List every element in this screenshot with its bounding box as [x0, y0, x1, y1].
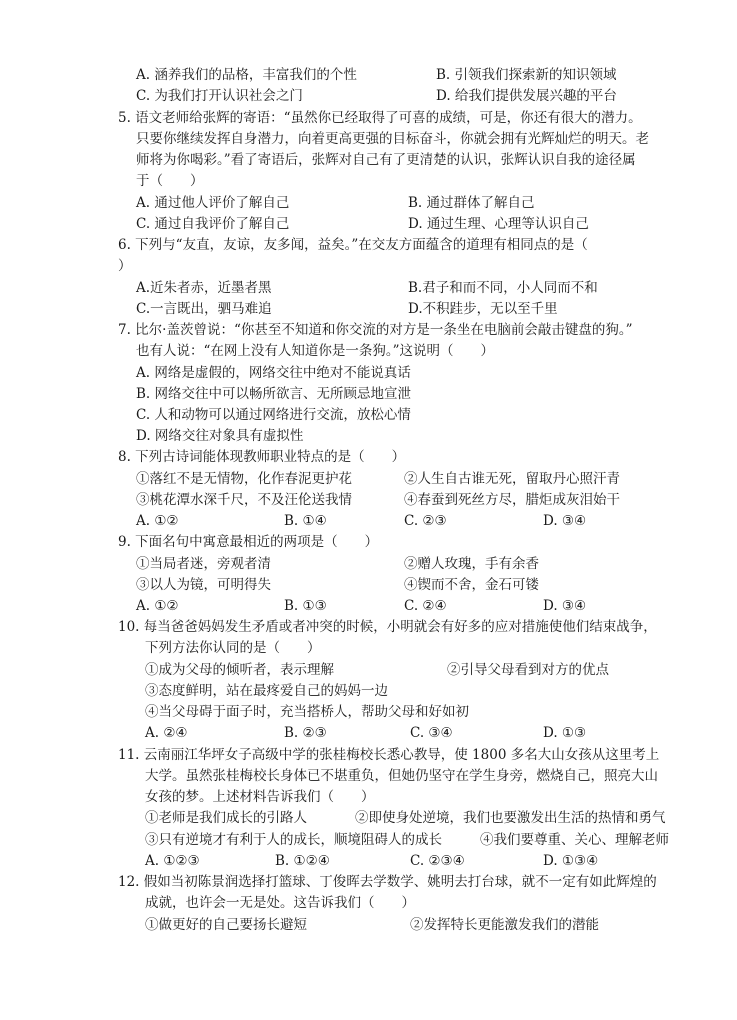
- text-segment: A. 涵养我们的品格，丰富我们的个性: [136, 67, 357, 83]
- text-line: [0, 171, 737, 192]
- text-line: [0, 320, 737, 341]
- text-segment: ③态度鲜明，站在最疼爱自己的妈妈一边: [145, 683, 388, 699]
- text-segment: 成就，也许会一无是处。这告诉我们（ ）: [145, 895, 415, 911]
- text-segment: 11. 云南丽江华坪女子高级中学的张桂梅校长悉心教导，使 1800 多名大山女孩从这里考上: [118, 747, 660, 763]
- text-segment: 下列方法你认同的是（ ）: [145, 640, 321, 656]
- text-line: [0, 554, 737, 575]
- text-segment: ③以人为镜，可明得失: [136, 577, 271, 593]
- text-segment: 8. 下列古诗词能体现教师职业特点的是（ ）: [118, 449, 406, 465]
- text-segment: D. 给我们提供发展兴趣的平台: [436, 88, 617, 104]
- text-segment: 5. 语文老师给张辉的寄语：“虽然你已经取得了可喜的成绩，可是，你还有很大的潜力。: [118, 110, 642, 126]
- text-line: [0, 617, 737, 638]
- text-line: [0, 830, 737, 851]
- text-segment: A.近朱者赤，近墨者黑: [136, 280, 272, 296]
- text-segment: A. ①②: [136, 513, 179, 529]
- text-segment: ③只有逆境才有利于人的成长，顺境阻碍人的成长: [145, 832, 442, 848]
- text-line: [0, 660, 737, 681]
- text-segment: 于（ ）: [136, 173, 204, 189]
- text-segment: B. 网络交往中可以畅所欲言、无所顾忌地宣泄: [136, 386, 412, 402]
- text-line: [0, 363, 737, 384]
- text-line: [0, 193, 737, 214]
- text-segment: D. ③④: [543, 513, 587, 529]
- text-line: [0, 575, 737, 596]
- text-segment: ④春蚕到死丝方尽，腊炬成灰泪始干: [404, 492, 620, 508]
- text-line: [0, 129, 737, 150]
- text-line: [0, 872, 737, 893]
- text-line: [0, 299, 737, 320]
- text-segment: ①当局者迷，旁观者清: [136, 556, 271, 572]
- text-segment: D. ③④: [543, 598, 587, 614]
- text-segment: ②赠人玫瑰，手有余香: [404, 556, 539, 572]
- text-segment: ①做更好的自己要扬长避短: [145, 917, 307, 933]
- text-segment: B. ①②④: [275, 853, 330, 869]
- text-line: [0, 426, 737, 447]
- text-line: [0, 851, 737, 872]
- text-segment: D. 通过生理、心理等认识自己: [408, 216, 589, 232]
- text-line: [0, 808, 737, 829]
- text-segment: ）: [118, 258, 132, 274]
- text-line: [0, 915, 737, 936]
- text-line: [0, 150, 737, 171]
- text-segment: C. 通过自我评价了解自己: [136, 216, 290, 232]
- text-line: [0, 108, 737, 129]
- text-segment: 6. 下列与“友直，友谅，友多闻，益矣。”在交友方面蕴含的道理有相同点的是（: [118, 237, 588, 253]
- text-line: [0, 681, 737, 702]
- text-segment: 女孩的梦。上述材料告诉我们（ ）: [145, 789, 375, 805]
- text-line: [0, 469, 737, 490]
- text-segment: 9. 下面名句中寓意最相近的两项是（ ）: [118, 534, 379, 550]
- text-line: [0, 65, 737, 86]
- text-line: [0, 787, 737, 808]
- text-segment: ②即使身处逆境，我们也要激发出生活的热情和勇气: [355, 810, 666, 826]
- text-segment: A. 通过他人评价了解自己: [136, 195, 290, 211]
- text-segment: C. 人和动物可以通过网络进行交流，放松心情: [136, 407, 411, 423]
- text-segment: D. 网络交往对象具有虚拟性: [136, 428, 304, 444]
- text-line: [0, 214, 737, 235]
- text-segment: ④当父母碍于面子时，充当搭桥人，帮助父母和好如初: [145, 704, 469, 720]
- text-segment: 大学。虽然张桂梅校长身体已不堪重负，但她仍坚守在学生身旁，燃烧自己，照亮大山: [145, 768, 658, 784]
- text-segment: B.君子和而不同，小人同而不和: [408, 280, 598, 296]
- text-segment: 7. 比尔·盖茨曾说：“你甚至不知道和你交流的对方是一条坐在电脑前会敲击键盘的狗。”: [118, 322, 633, 338]
- text-segment: 只要你继续发挥自身潜力，向着更高更强的目标奋斗，你就会拥有光辉灿烂的明天。老: [136, 131, 649, 147]
- text-segment: D.不积跬步，无以至千里: [408, 301, 558, 317]
- text-segment: A. ②④: [145, 725, 188, 741]
- text-segment: B. 通过群体了解自己: [408, 195, 535, 211]
- text-segment: ①落红不是无情物，化作春泥更护花: [136, 471, 352, 487]
- text-segment: ③桃花潭水深千尺，不及汪伦送我情: [136, 492, 352, 508]
- text-line: [0, 86, 737, 107]
- text-segment: 也有人说：“在网上没有人知道你是一条狗。”这说明（ ）: [136, 343, 495, 359]
- text-segment: C. ②④: [404, 598, 447, 614]
- text-segment: C. 为我们打开认识社会之门: [136, 88, 303, 104]
- text-line: [0, 723, 737, 744]
- text-segment: B. ②③: [284, 725, 327, 741]
- text-segment: C. ②③④: [410, 853, 465, 869]
- text-segment: 12. 假如当初陈景润选择打篮球、丁俊晖去学数学、姚明去打台球，就不一定有如此辉煌的: [118, 874, 657, 890]
- text-segment: C. ③④: [410, 725, 453, 741]
- text-segment: 10. 每当爸爸妈妈发生矛盾或者冲突的时候，小明就会有好多的应对措施使他们结束战争，: [118, 619, 657, 635]
- text-segment: B. ①④: [284, 513, 327, 529]
- text-segment: B. 引领我们探索新的知识领域: [436, 67, 617, 83]
- text-segment: C. ②③: [404, 513, 447, 529]
- text-segment: ②人生自古谁无死，留取丹心照汗青: [404, 471, 620, 487]
- text-line: [0, 341, 737, 362]
- text-segment: 师将为你喝彩。”看了寄语后，张辉对自己有了更清楚的认识，张辉认识自我的途径属: [136, 152, 636, 168]
- text-segment: A. 网络是虚假的，网络交往中绝对不能说真话: [136, 365, 411, 381]
- text-segment: ①老师是我们成长的引路人: [145, 810, 307, 826]
- text-line: [0, 447, 737, 468]
- text-line: [0, 511, 737, 532]
- text-segment: ②引导父母看到对方的优点: [447, 662, 609, 678]
- text-line: [0, 766, 737, 787]
- text-segment: D. ①③: [543, 725, 587, 741]
- text-segment: ①成为父母的倾听者，表示理解: [145, 662, 334, 678]
- text-line: [0, 596, 737, 617]
- text-line: [0, 702, 737, 723]
- text-segment: ②发挥特长更能激发我们的潜能: [410, 917, 599, 933]
- text-line: [0, 893, 737, 914]
- text-line: [0, 532, 737, 553]
- text-segment: D. ①③④: [543, 853, 599, 869]
- text-segment: C.一言既出，驷马难追: [136, 301, 272, 317]
- text-line: [0, 278, 737, 299]
- text-line: [0, 490, 737, 511]
- text-segment: A. ①②③: [145, 853, 200, 869]
- text-line: [0, 405, 737, 426]
- text-line: [0, 745, 737, 766]
- text-line: [0, 256, 737, 277]
- text-segment: B. ①③: [284, 598, 327, 614]
- text-segment: ④我们要尊重、关心、理解老师: [480, 832, 669, 848]
- text-line: [0, 235, 737, 256]
- text-segment: ④锲而不舍，金石可镂: [404, 577, 539, 593]
- text-segment: A. ①②: [136, 598, 179, 614]
- text-line: [0, 638, 737, 659]
- text-line: [0, 384, 737, 405]
